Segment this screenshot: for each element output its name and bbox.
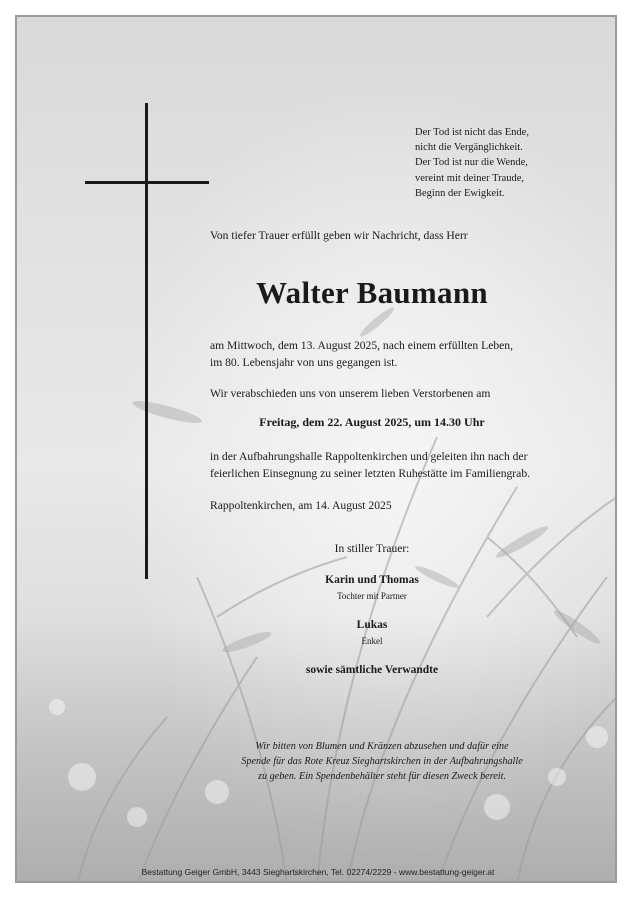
place-date: Rappoltenkirchen, am 14. August 2025 bbox=[210, 499, 392, 512]
mourner-names: Karin und Thomas bbox=[325, 574, 419, 586]
donation-note-line: Spende für das Rote Kreuz Sieghartskirchen in der Aufbahrungshalle bbox=[241, 756, 523, 767]
poem-line: nicht die Vergänglichkeit. bbox=[415, 142, 523, 154]
mourner-relation: Enkel bbox=[361, 636, 383, 646]
ceremony-line-2: feierlichen Einsegnung zu seiner letzten Ruhestätte im Familiengrab. bbox=[210, 467, 531, 480]
poem bbox=[415, 125, 529, 201]
poem-line: Der Tod ist nur die Wende, bbox=[415, 157, 528, 169]
ceremony-line-1: in der Aufbahrungshalle Rappoltenkirchen und geleiten ihn nach der bbox=[210, 450, 528, 463]
donation-note-line: Wir bitten von Blumen und Kränzen abzusehen und dafür eine bbox=[255, 741, 509, 752]
cross-vertical-bar bbox=[145, 103, 148, 579]
intro-text: Von tiefer Trauer erfüllt geben wir Nachricht, dass Herr bbox=[210, 229, 468, 242]
poem-line: Der Tod ist nicht das Ende, bbox=[415, 127, 529, 138]
poem-line: Beginn der Ewigkeit. bbox=[415, 187, 505, 199]
poem-line: vereint mit deiner Traude, bbox=[415, 172, 525, 184]
mourners-heading: In stiller Trauer: bbox=[334, 543, 410, 555]
mourner-relation: Tochter mit Partner bbox=[337, 591, 407, 601]
deceased-name: Walter Baumann bbox=[256, 275, 488, 310]
death-info-line-1: am Mittwoch, dem 13. August 2025, nach einem erfüllten Leben, bbox=[210, 339, 513, 352]
death-info-line-2: im 80. Lebensjahr von uns gegangen ist. bbox=[210, 356, 398, 369]
funeral-date: Freitag, dem 22. August 2025, um 14.30 Uhr bbox=[259, 415, 485, 429]
funeral-home-footer: Bestattung Geiger GmbH, 3443 Sieghartskirchen, Tel. 02274/2229 - www.bestattung-geiger.at bbox=[141, 867, 495, 877]
obituary-card bbox=[15, 15, 617, 883]
mourner-names: Lukas bbox=[356, 619, 388, 631]
farewell-text: Wir verabschieden uns von unserem lieben Verstorbenen am bbox=[210, 387, 491, 400]
other-relatives: sowie sämtliche Verwandte bbox=[305, 664, 439, 676]
donation-note-line: zu geben. Ein Spendenbehälter steht für diesen Zweck bereit. bbox=[257, 771, 507, 782]
cross-horizontal-bar bbox=[85, 181, 209, 184]
